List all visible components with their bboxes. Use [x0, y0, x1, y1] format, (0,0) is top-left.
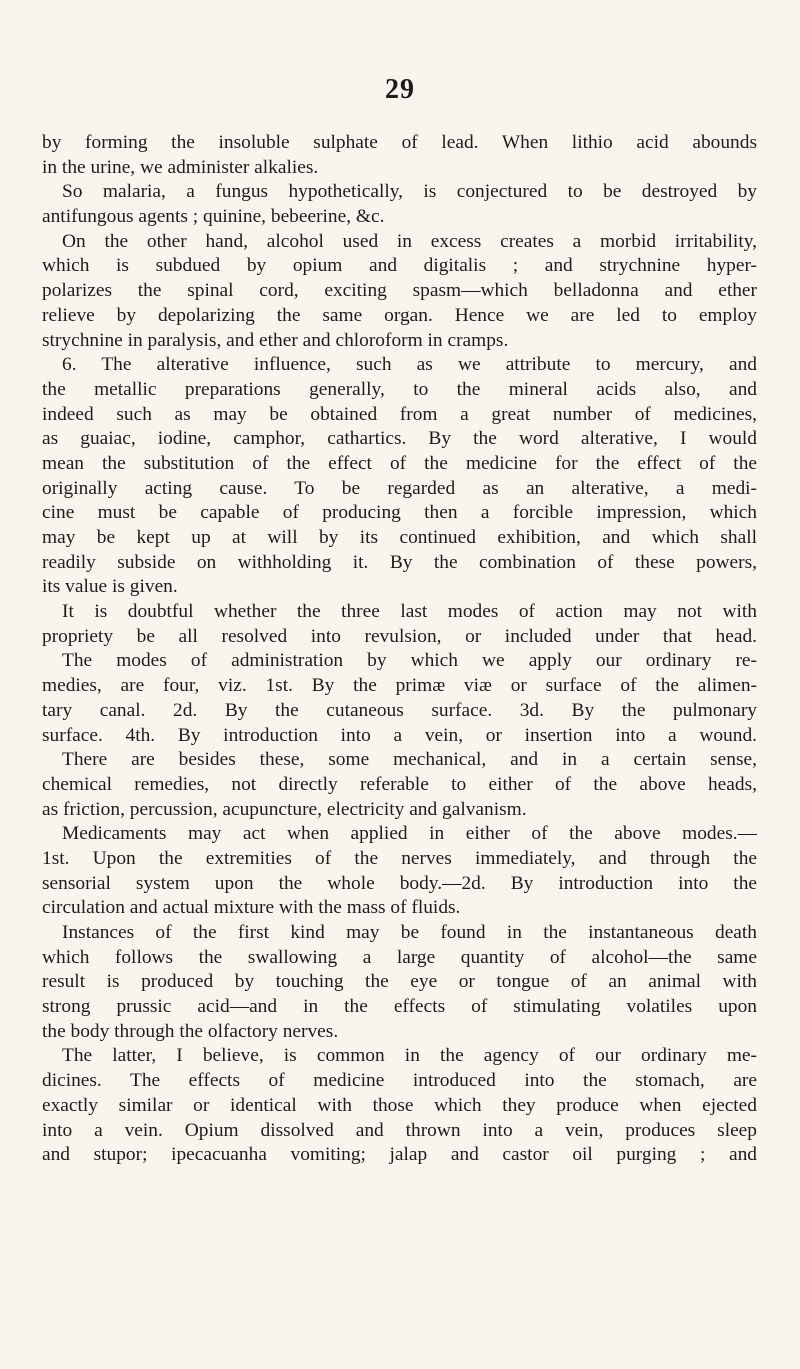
- text-line: which follows the swallowing a large quantity of alcohol—the same: [42, 946, 757, 968]
- text-line: as friction, percussion, acupuncture, electricity and galvanism.: [42, 798, 527, 820]
- text-line: result is produced by touching the eye or tongue of an animal with: [42, 971, 757, 993]
- text-line: may be kept up at will by its continued exhibition, and which shall: [42, 527, 757, 548]
- text-line: polarizes the spinal cord, exciting spasm—which belladonna and ether: [42, 280, 757, 302]
- body-text: [42, 131, 757, 1168]
- text-line: exactly similar or identical with those which they produce when ejected: [42, 1094, 757, 1116]
- text-line: strychnine in paralysis, and ether and chloroform in cramps.: [42, 329, 509, 351]
- text-line: relieve by depolarizing the same organ. Hence we are led to employ: [42, 304, 757, 326]
- text-line: The modes of administration by which we apply our ordinary re-: [62, 650, 757, 672]
- text-line: chemical remedies, not directly referable to either of the above heads,: [42, 773, 757, 795]
- text-line: tary canal. 2d. By the cutaneous surface. 3d. By the pulmonary: [42, 699, 757, 721]
- text-line: sensorial system upon the whole body.—2d. By introduction into the: [42, 872, 757, 894]
- text-line: and stupor; ipecacuanha vomiting; jalap and castor oil purging ; and: [42, 1144, 757, 1166]
- text-line: There are besides these, some mechanical, and in a certain sense,: [62, 749, 757, 771]
- text-line: as guaiac, iodine, camphor, cathartics. By the word alterative, I would: [42, 428, 757, 450]
- text-line: surface. 4th. By introduction into a vein, or insertion into a wound.: [42, 724, 757, 746]
- text-line: It is doubtful whether the three last modes of action may not with: [62, 601, 757, 623]
- text-line: 1st. Upon the extremities of the nerves immediately, and through the: [42, 847, 757, 869]
- text-line: circulation and actual mixture with the mass of fluids.: [42, 897, 461, 919]
- text-line: antifungous agents ; quinine, bebeerine, &c.: [42, 206, 385, 228]
- text-line: propriety be all resolved into revulsion, or included under that head.: [42, 625, 757, 647]
- text-line: cine must be capable of producing then a forcible impression, which: [42, 502, 757, 524]
- text-line: Medicaments may act when applied in either of the above modes.—: [62, 823, 757, 845]
- text-line: indeed such as may be obtained from a great number of medicines,: [42, 403, 757, 425]
- text-line: On the other hand, alcohol used in excess creates a morbid irritability,: [62, 230, 757, 252]
- text-line: The latter, I believe, is common in the agency of our ordinary me-: [62, 1045, 757, 1067]
- text-line: the body through the olfactory nerves.: [42, 1020, 339, 1042]
- text-line: which is subdued by opium and digitalis ; and strychnine hyper-: [42, 255, 757, 277]
- text-line: the metallic preparations generally, to the mineral acids also, and: [42, 378, 757, 400]
- text-line: in the urine, we administer alkalies.: [42, 156, 319, 178]
- text-line: Instances of the first kind may be found in the instantaneous death: [62, 922, 757, 943]
- text-line: its value is given.: [42, 576, 178, 598]
- text-line: readily subside on withholding it. By the combination of these powers,: [42, 551, 757, 573]
- text-line: 6. The alterative influence, such as we attribute to mercury, and: [62, 354, 757, 376]
- text-line: into a vein. Opium dissolved and thrown into a vein, produces sleep: [42, 1119, 757, 1141]
- text-line: So malaria, a fungus hypothetically, is conjectured to be destroyed by: [62, 181, 757, 203]
- text-line: originally acting cause. To be regarded as an alterative, a medi-: [42, 477, 757, 499]
- text-line: dicines. The effects of medicine introduced into the stomach, are: [42, 1070, 757, 1092]
- text-line: medies, are four, viz. 1st. By the primæ viæ or surface of the alimen-: [42, 675, 757, 697]
- text-line: by forming the insoluble sulphate of lead. When lithio acid abounds: [42, 132, 757, 153]
- text-line: mean the substitution of the effect of the medicine for the effect of the: [42, 452, 757, 474]
- text-line: strong prussic acid—and in the effects of stimulating volatiles upon: [42, 996, 757, 1018]
- page-number: 29: [385, 74, 415, 105]
